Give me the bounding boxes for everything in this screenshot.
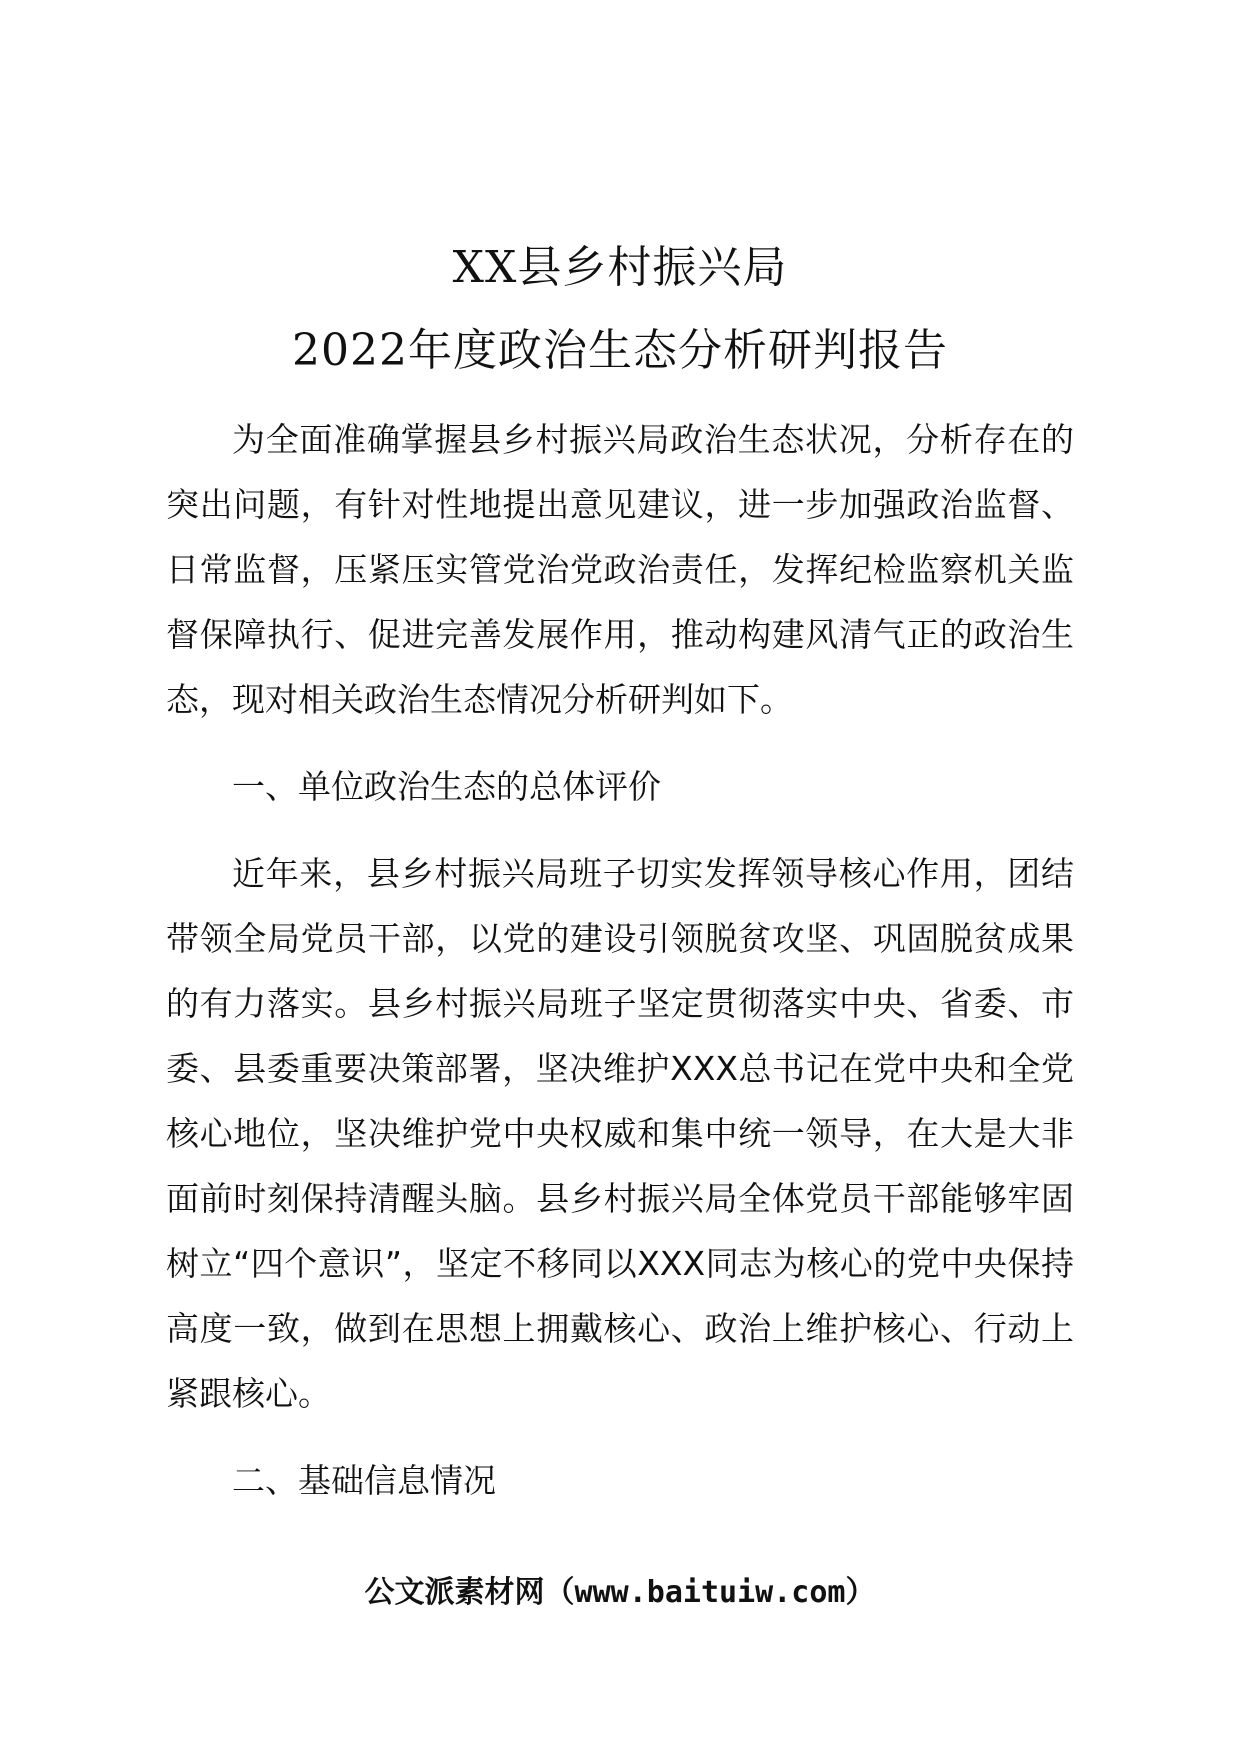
footer-watermark: 公文派素材网（www.baituiw.com）: [364, 1575, 876, 1610]
document-title-line1: XX县乡村振兴局: [452, 242, 788, 293]
section1-heading: 一、单位政治生态的总体评价: [232, 767, 661, 806]
document-body: [166, 407, 1074, 1535]
intro-paragraph: 为全面准确掌握县乡村振兴局政治生态状况，分析存在的突出问题，有针对性地提出意见建议，进一步加强政治监督、日常监督，压紧压实管党治党政治责任，发挥纪检监察机关监督保障执行、促进完善发展作用，推动构建风清气正的政治生态，现对相关政治生态情况分析研判如下。: [166, 420, 1074, 719]
section1-paragraph: 近年来，县乡村振兴局班子切实发挥领导核心作用，团结带领全局党员干部，以党的建设引领脱贫攻坚、巩固脱贫成果的有力落实。县乡村振兴局班子坚定贯彻落实中央、省委、市委、县委重要决策部署，坚决维护XXX总书记在党中央和全党核心地位，坚决维护党中央权威和集中统一领导，在大是大非面前时刻保持清醒头脑。县乡村振兴局全体党员干部能够牢固树立“四个意识”，坚定不移同以XXX同志为核心的党中央保持高度一致，做到在思想上拥戴核心、政治上维护核心、行动上紧跟核心。: [166, 854, 1074, 1413]
section2-heading: 二、基础信息情况: [232, 1461, 496, 1500]
document-title-line2: 2022年度政治生态分析研判报告: [292, 325, 948, 376]
